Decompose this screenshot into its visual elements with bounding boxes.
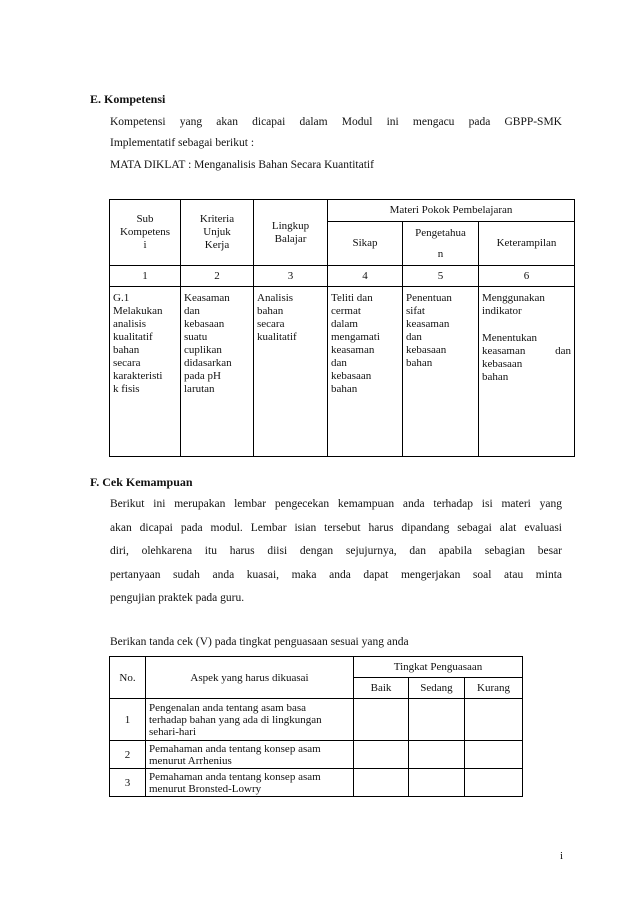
cek-kemampuan-table — [109, 656, 523, 797]
column-number: 4 — [328, 266, 403, 287]
check-cell-baik[interactable] — [354, 699, 409, 741]
check-cell-sedang[interactable] — [409, 699, 465, 741]
check-cell-kurang[interactable] — [465, 741, 523, 769]
cell-sikap: Teliti dan cermat dalam mengamati keasaman dan kebasaan bahan — [328, 287, 403, 457]
cell-sub-kompetensi: G.1 Melakukan analisis kualitatif bahan secara karakteristi k fisis — [110, 287, 181, 457]
section-e-line2: Implementatif sebagai berikut : — [110, 137, 255, 149]
header-sedang: Sedang — [409, 678, 465, 699]
kompetensi-table — [109, 199, 575, 457]
header-tingkat: Tingkat Penguasaan — [354, 657, 523, 678]
column-number: 6 — [479, 266, 575, 287]
mata-diklat: MATA DIKLAT : Menganalisis Bahan Secara Kuantitatif — [110, 159, 374, 171]
table-row — [110, 769, 523, 797]
page-number: i — [560, 850, 564, 862]
row-number: 3 — [110, 769, 146, 797]
cell-lingkup: Analisis bahan secara kualitatif — [254, 287, 328, 457]
header-lingkup: Lingkup Balajar — [254, 200, 328, 266]
row-aspek: Pemahaman anda tentang konsep asam menurut Bronsted-Lowry — [146, 769, 354, 797]
section-e-line1: Kompetensi yang akan dicapai dalam Modul ini mengacu pada GBPP-SMK — [110, 116, 562, 128]
row-aspek: Pemahaman anda tentang konsep asam menurut Arrhenius — [146, 741, 354, 769]
instruction-text: Berikan tanda cek (V) pada tingkat penguasaan sesuai yang anda — [110, 636, 409, 648]
check-cell-baik[interactable] — [354, 741, 409, 769]
section-f-paragraph: Berikut ini merupakan lembar pengecekan kemampuan anda terhadap isi materi yang akan dicapai pada modul. Lembar isian tersebut harus dipandang sebagai alat evaluasi diri, olehkarena itu harus diisi dengan sejujurnya, dan apabila sebagian besar pertanyaan sudah anda kuasai, maka anda dapat mengerjakan soal atau minta pengujian praktek pada guru. — [110, 498, 562, 604]
check-cell-sedang[interactable] — [409, 769, 465, 797]
check-cell-kurang[interactable] — [465, 699, 523, 741]
header-sikap: Sikap — [328, 222, 403, 266]
section-f-title: F. Cek Kemampuan — [90, 475, 193, 489]
header-materi: Materi Pokok Pembelajaran — [328, 200, 575, 222]
header-sub-kompetensi: Sub Kompetens i — [110, 200, 181, 266]
check-cell-sedang[interactable] — [409, 741, 465, 769]
header-pengetahuan: Pengetahua n — [403, 222, 479, 266]
cell-pengetahuan: Penentuan sifat keasaman dan kebasaan bahan — [403, 287, 479, 457]
row-number: 1 — [110, 699, 146, 741]
table-row — [110, 741, 523, 769]
cell-keterampilan: Menggunakan indikator Menentukan keasaman dan kebasaan bahan — [479, 287, 575, 457]
cell-kriteria: Keasaman dan kebasaan suatu cuplikan didasarkan pada pH larutan — [181, 287, 254, 457]
header-keterampilan: Keterampilan — [479, 222, 575, 266]
check-cell-kurang[interactable] — [465, 769, 523, 797]
section-e-title: E. Kompetensi — [90, 92, 166, 106]
row-aspek: Pengenalan anda tentang asam basa terhadap bahan yang ada di lingkungan sehari-hari — [146, 699, 354, 741]
column-number: 2 — [181, 266, 254, 287]
column-number: 3 — [254, 266, 328, 287]
header-baik: Baik — [354, 678, 409, 699]
header-kurang: Kurang — [465, 678, 523, 699]
table-row — [110, 699, 523, 741]
column-number: 1 — [110, 266, 181, 287]
header-no: No. — [110, 657, 146, 699]
row-number: 2 — [110, 741, 146, 769]
check-cell-baik[interactable] — [354, 769, 409, 797]
header-kriteria: Kriteria Unjuk Kerja — [181, 200, 254, 266]
header-aspek: Aspek yang harus dikuasai — [146, 657, 354, 699]
column-number: 5 — [403, 266, 479, 287]
